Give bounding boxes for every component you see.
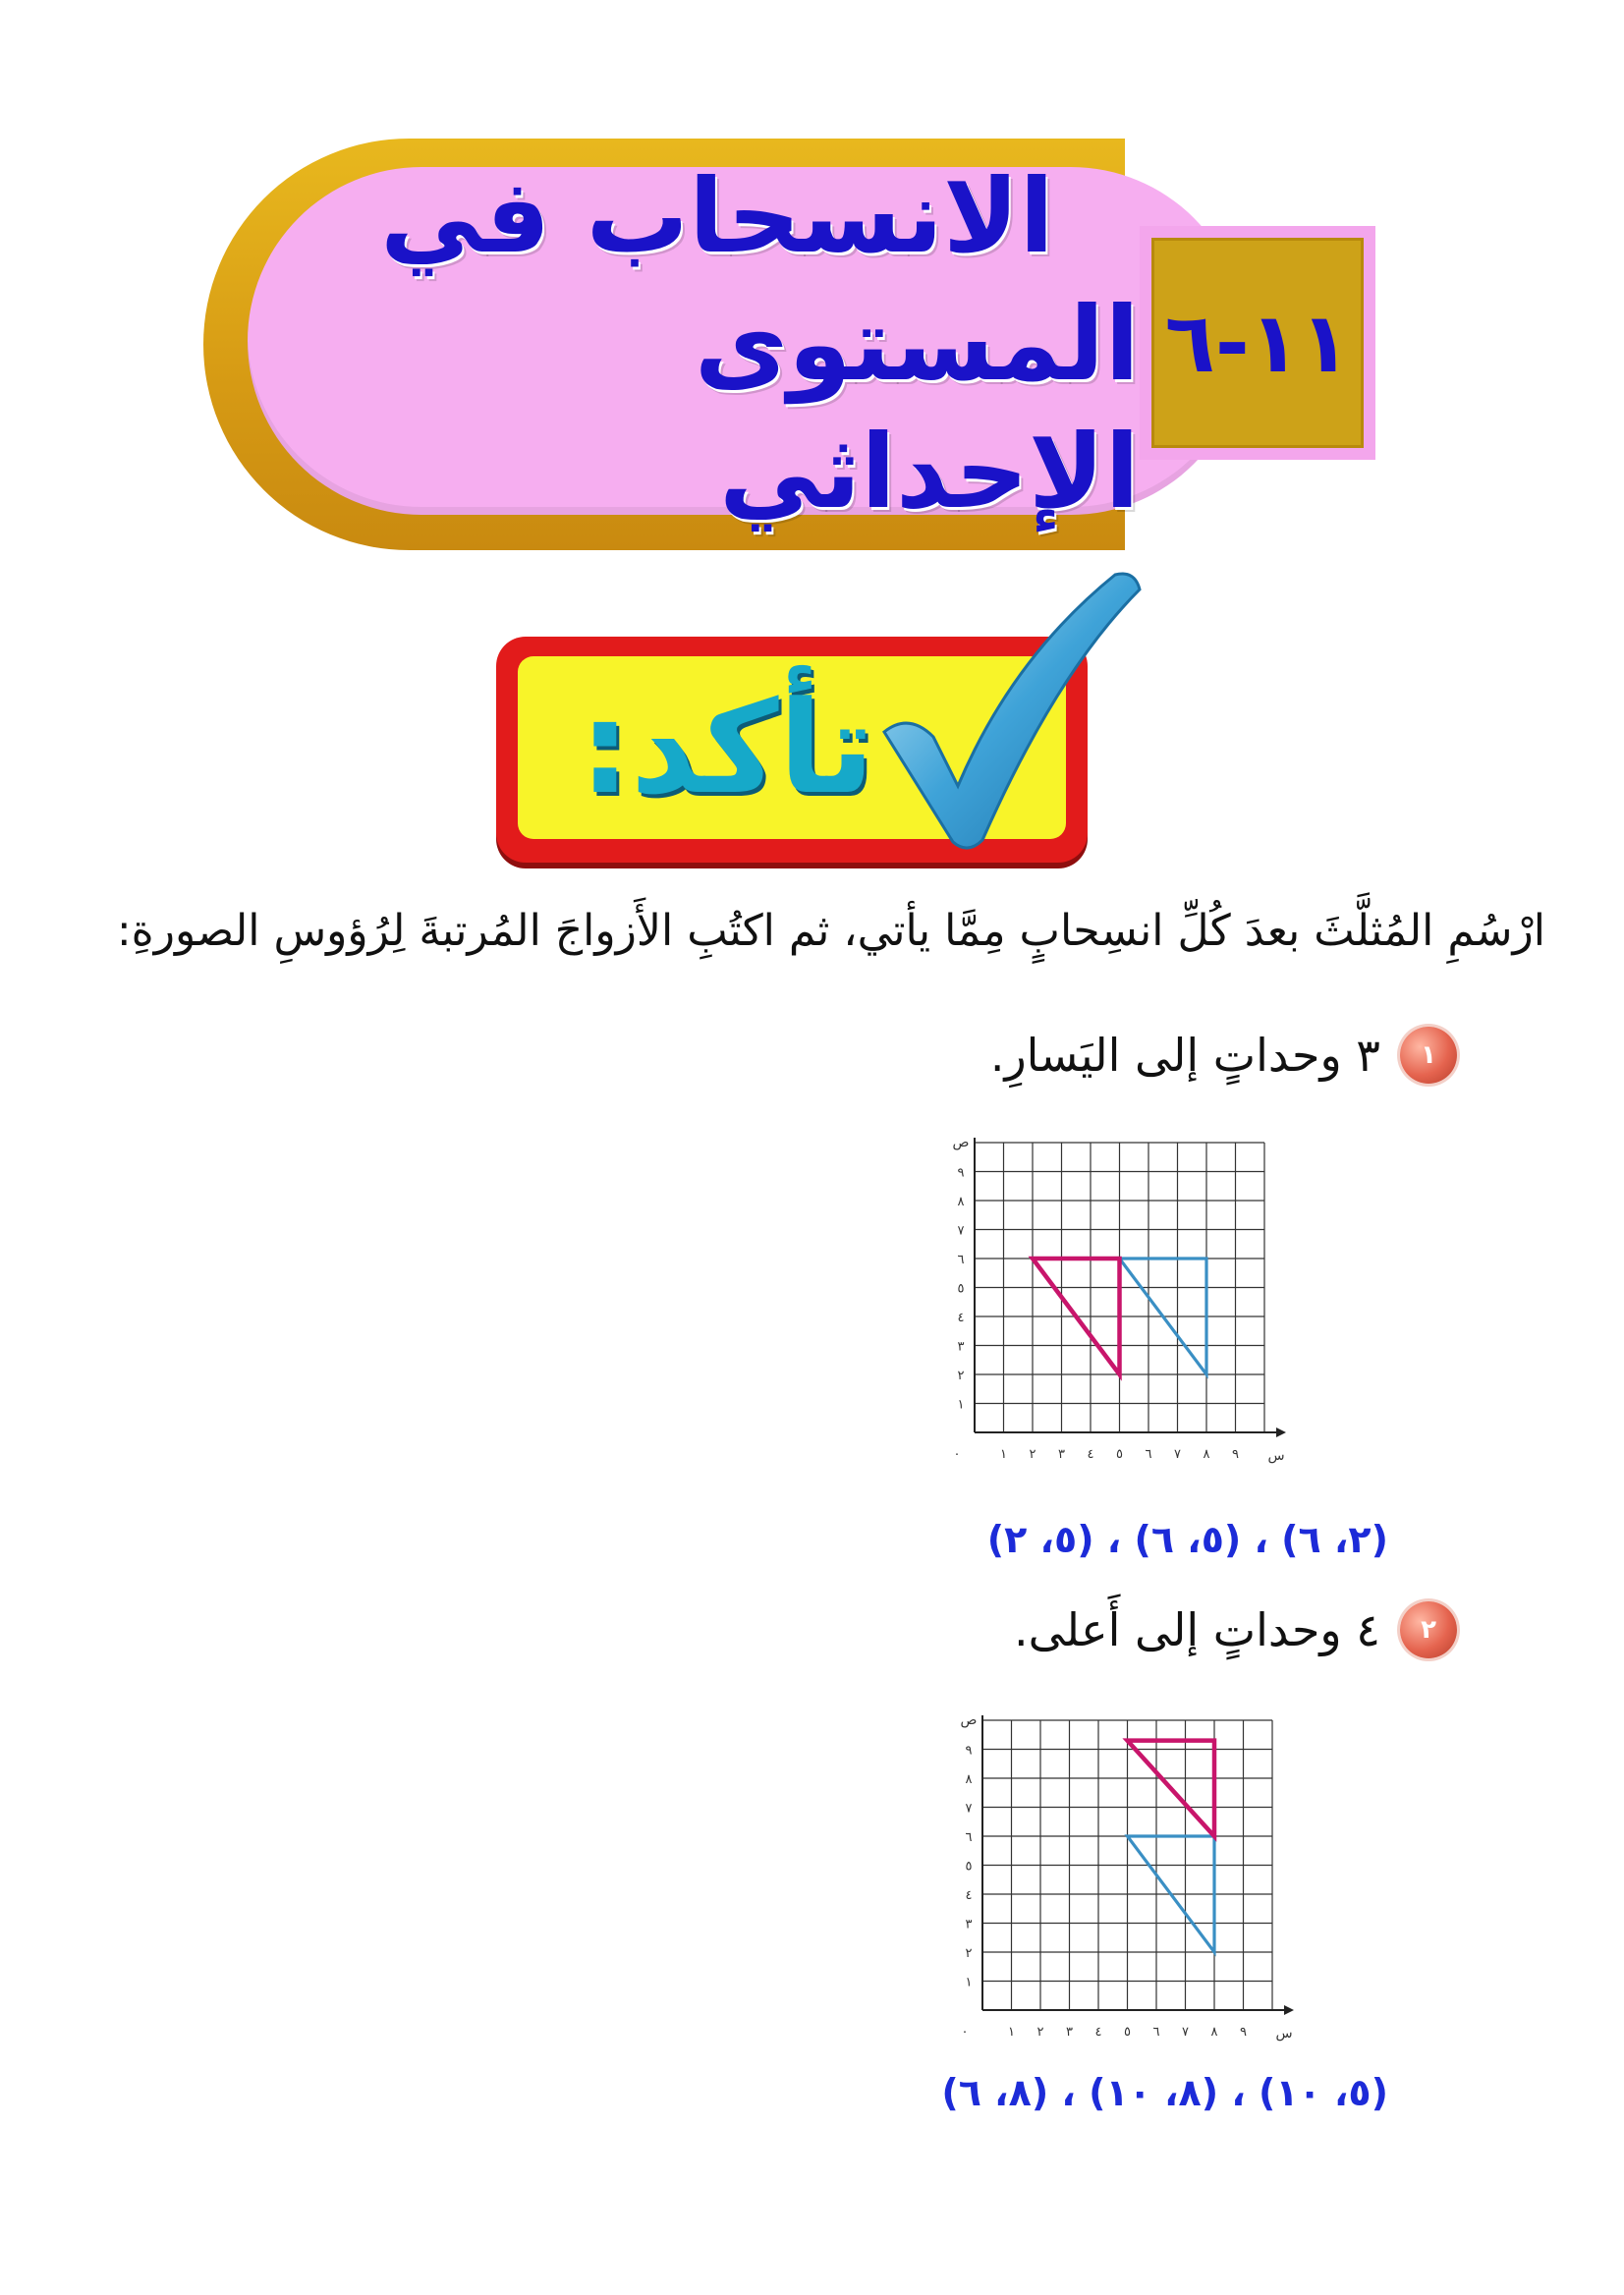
y-tick-label: ٣	[957, 1339, 965, 1355]
checkmark-icon	[865, 565, 1159, 860]
exercise-2-number: ٢	[1400, 1601, 1457, 1658]
exercise-1-text: ٣ وحداتٍ إلى اليَسارِ.	[989, 1029, 1380, 1082]
x-tick-label: ١	[1000, 1447, 1007, 1462]
y-axis-label: ص	[952, 1138, 970, 1150]
y-tick-label: ٩	[965, 1743, 973, 1759]
x-axis-label: س	[1275, 2026, 1293, 2042]
x-tick-label: ١	[1008, 2025, 1015, 2040]
y-tick-label: ٨	[957, 1195, 965, 1209]
y-tick-label: ٥	[957, 1281, 965, 1297]
exercise-1-answer: (٢، ٦) ، (٥، ٦) ، (٥، ٢)	[986, 1518, 1388, 1561]
y-axis-label: ص	[960, 1715, 978, 1728]
check-label: تأكد:	[579, 673, 875, 822]
x-axis-arrow-icon	[1276, 1427, 1286, 1437]
x-tick-label: ٨	[1210, 2025, 1218, 2040]
x-tick-label: ٩	[1232, 1447, 1239, 1462]
x-tick-label: ٤	[1094, 2025, 1102, 2040]
x-tick-label: ٨	[1203, 1447, 1210, 1462]
exercise-2-grid	[941, 1715, 1305, 2049]
y-tick-label: ٣	[965, 1917, 973, 1932]
instruction-text: ارْسُمِ المُثلَّثَ بعدَ كُلِّ انسِحابٍ مِمَّا يأتي، ثم اكتُبِ الأَزواجَ المُرتبةَ لِرُؤوسِ الصورةِ:	[116, 906, 1545, 956]
x-tick-label: ٧	[1174, 1447, 1181, 1462]
x-tick-label: ٦	[1152, 2025, 1160, 2040]
x-tick-label: ٥	[1124, 2025, 1131, 2040]
page-title-line2: المستوى الإحداثي	[694, 284, 1140, 532]
x-tick-label: ٣	[1066, 2025, 1073, 2040]
x-tick-label: ٤	[1087, 1447, 1094, 1462]
y-tick-label: ٥	[965, 1859, 973, 1875]
exercise-2-answer: (٥، ١٠) ، (٨، ١٠) ، (٨، ٦)	[941, 2071, 1388, 2114]
y-tick-label: ٤	[957, 1311, 965, 1325]
x-tick-label: ٣	[1058, 1447, 1065, 1462]
grid-lines	[982, 1720, 1272, 2010]
x-tick-label: ٠	[961, 2025, 969, 2040]
page-title	[295, 156, 1140, 532]
x-axis-label: س	[1267, 1448, 1285, 1464]
x-tick-label: ٥	[1116, 1447, 1123, 1462]
y-tick-label: ٢	[965, 1946, 973, 1961]
y-tick-label: ٦	[957, 1253, 965, 1267]
y-tick-label: ٨	[965, 1772, 973, 1787]
x-tick-label: ٩	[1240, 2025, 1247, 2040]
y-tick-label: ٦	[965, 1830, 973, 1845]
y-tick-label: ٢	[957, 1369, 965, 1383]
translated-triangle	[1128, 1741, 1215, 1836]
x-tick-label: ٢	[1029, 1447, 1036, 1462]
exercise-2-prompt	[1014, 1601, 1457, 1658]
exercise-1-number: ١	[1400, 1027, 1457, 1084]
x-tick-label: ٢	[1036, 2025, 1044, 2040]
x-tick-label: ٧	[1182, 2025, 1189, 2040]
page-title-line1: الانسحاب في	[380, 156, 1055, 276]
x-tick-label: ٠	[953, 1447, 961, 1462]
y-tick-label: ٧	[965, 1801, 973, 1817]
exercise-1-grid	[933, 1138, 1297, 1472]
y-tick-label: ١	[957, 1397, 965, 1413]
exercise-2-text: ٤ وحداتٍ إلى أَعلى.	[1013, 1603, 1380, 1656]
exercise-1-prompt	[990, 1027, 1457, 1084]
lesson-number-box	[1140, 226, 1375, 460]
y-tick-label: ١	[965, 1975, 973, 1990]
y-tick-label: ٩	[957, 1165, 965, 1181]
y-tick-label: ٤	[965, 1888, 973, 1903]
lesson-number: ١١-٦	[1151, 238, 1364, 448]
y-tick-label: ٧	[957, 1223, 965, 1239]
x-tick-label: ٦	[1145, 1447, 1152, 1462]
x-axis-arrow-icon	[1284, 2005, 1294, 2015]
